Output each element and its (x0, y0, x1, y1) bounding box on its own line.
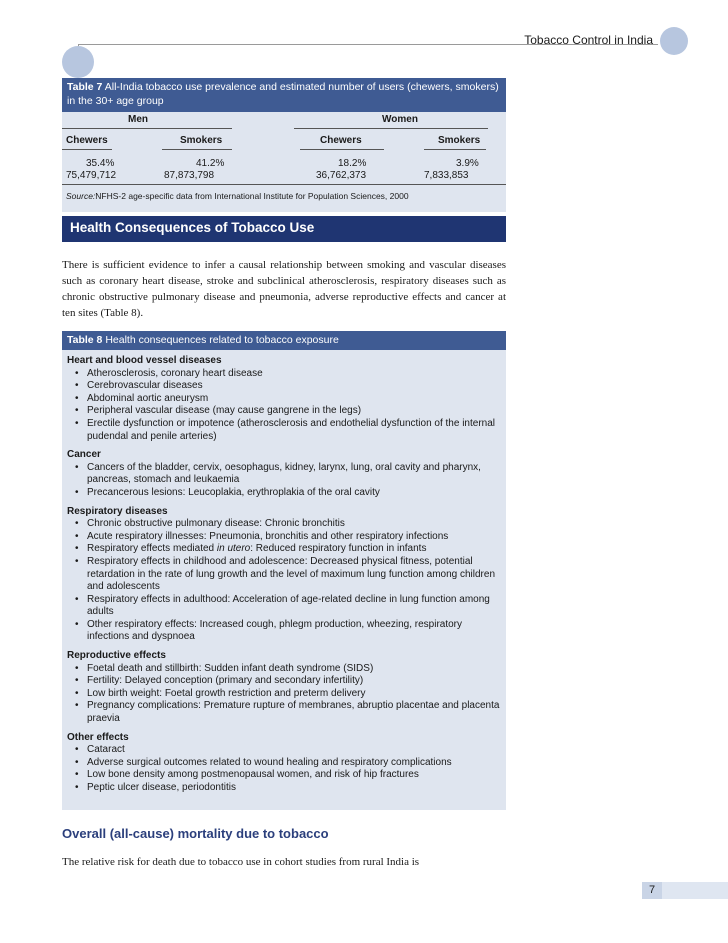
women-smokers-count: 7,833,853 (424, 170, 469, 181)
group-respiratory-list (67, 518, 503, 644)
list-item: • Peptic ulcer disease, periodontitis (67, 782, 503, 795)
group-men: Men (128, 114, 148, 125)
women-chewers-count: 36,762,373 (316, 170, 367, 181)
group-heart-list (67, 368, 503, 444)
list-item: • Respiratory effects in adulthood: Acceleration of age-related decline in lung function among adults (67, 594, 503, 619)
list-item: • Precancerous lesions: Leucoplakia, erythroplakia of the oral cavity (67, 487, 503, 500)
col-rule-2 (162, 149, 232, 150)
source-text: NFHS-2 age-specific data from International Institute for Population Sciences, 2000 (95, 191, 409, 201)
header-circle-right (660, 27, 688, 55)
men-chewers-percent: 35.4% (86, 158, 115, 169)
table-7-source-rule (62, 184, 506, 185)
col-women-chewers: Chewers (320, 135, 362, 146)
col-rule-3 (300, 149, 384, 150)
group-cancer-title: Cancer (67, 449, 101, 461)
table-8 (62, 331, 506, 810)
group-reproductive-list (67, 663, 503, 726)
men-smokers-count: 87,873,798 (164, 170, 215, 181)
list-item: • Chronic obstructive pulmonary disease: Chronic bronchitis (67, 518, 503, 531)
list-item: • Abdominal aortic aneurysm (67, 393, 503, 406)
list-item: • Low bone density among postmenopausal women, and risk of hip fractures (67, 769, 503, 782)
men-group-rule (62, 128, 232, 129)
women-group-rule (294, 128, 488, 129)
col-rule-4 (424, 149, 486, 150)
group-heart-title: Heart and blood vessel diseases (67, 355, 222, 366)
body-paragraph: There is sufficient evidence to infer a causal relationship between smoking and vascular diseases such as coronary heart disease, stroke and subclinical atherosclerosis, respiratory diseases such as chronic obstructive pulmonary disease and pneumonia, adverse reproductive effects and cancer at ten sites (Table 8). (62, 259, 506, 319)
subsection-title: Overall (all-cause) mortality due to tobacco (62, 826, 329, 841)
list-item: • Fertility: Delayed conception (primary and secondary infertility) (67, 675, 503, 688)
section-title: Health Consequences of Tobacco Use (70, 220, 315, 235)
list-item: • Pregnancy complications: Premature rupture of membranes, abruptio placentae and placenta praevia (67, 700, 503, 725)
table-7-caption-bar (62, 78, 506, 112)
list-item: • Acute respiratory illnesses: Pneumonia, bronchitis and other respiratory infections (67, 531, 503, 544)
men-chewers-count: 75,479,712 (66, 170, 117, 181)
col-rule-1 (62, 149, 112, 150)
source-label: Source: (66, 191, 96, 201)
col-men-smokers: Smokers (180, 135, 223, 146)
list-item: • Adverse surgical outcomes related to wound healing and respiratory complications (67, 757, 503, 770)
group-women: Women (382, 114, 418, 125)
subsection-paragraph: The relative risk for death due to tobacco use in cohort studies from rural India is (62, 856, 420, 868)
page-number-box (642, 882, 662, 899)
table-8-caption-bar (62, 331, 506, 350)
list-item: • Respiratory effects in childhood and adolescence: Decreased physical fitness, potential retardation in the rate of lung growth and the level of maximum lung function among children and adolescents (67, 556, 503, 594)
list-item: • Erectile dysfunction or impotence (atherosclerosis and endothelial dysfunction of the internal pudendal and penile arteries) (67, 418, 503, 443)
table-8-caption: Health consequences related to tobacco exposure (105, 334, 339, 346)
women-chewers-percent: 18.2% (338, 158, 367, 169)
list-item: • Cataract (67, 744, 503, 757)
list-item: • Foetal death and stillbirth: Sudden infant death syndrome (SIDS) (67, 663, 503, 676)
list-item: • Peripheral vascular disease (may cause gangrene in the legs) (67, 405, 503, 418)
header-circle-left (62, 46, 94, 78)
list-item: • Respiratory effects mediated in utero: Reduced respiratory function in infants (67, 543, 503, 556)
group-respiratory-title: Respiratory diseases (67, 505, 168, 517)
col-men-chewers: Chewers (66, 135, 108, 146)
list-item: • Other respiratory effects: Increased cough, phlegm production, wheezing, respiratory infections and dyspnoea (67, 619, 503, 644)
table-8-label: Table 8 (67, 334, 103, 346)
group-other-list (67, 744, 503, 794)
table-7 (62, 78, 506, 212)
group-other-title: Other effects (67, 731, 129, 743)
running-header-title: Tobacco Control in India (524, 33, 653, 47)
section-heading-bar (62, 216, 506, 242)
table-8-body (67, 353, 503, 795)
list-item: • Atherosclerosis, coronary heart disease (67, 368, 503, 381)
women-smokers-percent: 3.9% (456, 158, 479, 169)
footer-bar (662, 882, 728, 899)
list-item: • Cancers of the bladder, cervix, oesophagus, kidney, larynx, lung, oral cavity and pharynx, pancreas, stomach and leukaemia (67, 462, 503, 487)
in-utero-emphasis: in utero (216, 543, 251, 555)
table-7-caption: All-India tobacco use prevalence and estimated number of users (chewers, smokers) in the 30+ age group (67, 81, 499, 107)
table-7-label: Table 7 (67, 81, 103, 93)
list-item: • Low birth weight: Foetal growth restriction and preterm delivery (67, 688, 503, 701)
page-number: 7 (648, 884, 656, 896)
men-smokers-percent: 41.2% (196, 158, 225, 169)
group-reproductive-title: Reproductive effects (67, 650, 166, 662)
col-women-smokers: Smokers (438, 135, 481, 146)
group-cancer-list (67, 462, 503, 500)
table-7-source (66, 191, 409, 201)
list-item: • Cerebrovascular diseases (67, 380, 503, 393)
